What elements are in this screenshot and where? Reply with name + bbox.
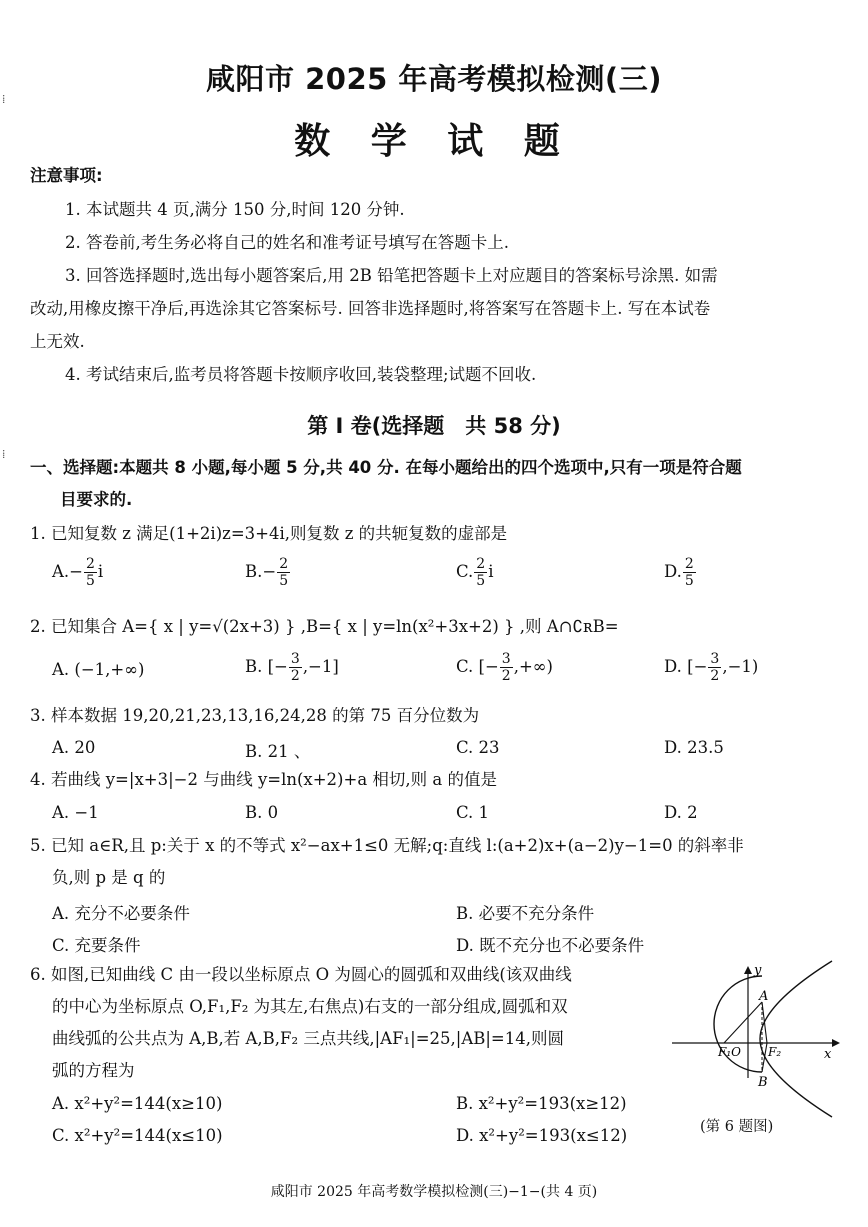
q5-option-c: C. 充要条件 — [52, 936, 141, 955]
q4-option-a: A. −1 — [52, 803, 99, 822]
question-5-stem: 5. 已知 a∈R,且 p:关于 x 的不等式 x²−ax+1≤0 无解;q:直线 l:(a+2)x+(a−2)y−1=0 的斜率非 — [30, 836, 744, 855]
q4-option-b: B. 0 — [245, 803, 279, 822]
label-y: y — [754, 963, 762, 978]
q1-option-c: C. $\frac{2}{5}$ i — [456, 556, 494, 589]
q4-option-c: C. 1 — [456, 803, 490, 822]
q2-option-b: B. [− $\frac{3}{2}$ ,−1] — [245, 651, 339, 684]
q1-option-a: A.− $\frac{2}{5}$ i — [52, 556, 104, 589]
page-footer: 咸阳市 2025 年高考数学模拟检测(三)−1−(共 4 页) — [270, 1184, 598, 1200]
segment-f2b — [762, 1043, 767, 1072]
label-f1o: F₁O — [718, 1045, 741, 1059]
label-f2: F₂ — [768, 1045, 782, 1059]
notice-item: 4. 考试结束后,监考员将答题卡按顺序收回,装袋整理;试题不回收. — [65, 365, 537, 384]
segment-af1 — [724, 1002, 762, 1043]
q5-option-d: D. 既不充分也不必要条件 — [456, 936, 645, 955]
q6-option-d: D. x²+y²=193(x≤12) — [456, 1126, 628, 1145]
question-1-stem: 1. 已知复数 z 满足(1+2i)z=3+4i,则复数 z 的共轭复数的虚部是 — [30, 524, 508, 543]
section-instruction: 目要求的. — [60, 490, 133, 509]
q2-option-c: C. [− $\frac{3}{2}$ ,+∞) — [456, 651, 553, 684]
notice-item: 上无效. — [30, 332, 85, 351]
label-b: B — [758, 1075, 768, 1090]
q6-option-c: C. x²+y²=144(x≤10) — [52, 1126, 223, 1145]
q5-option-a: A. 充分不必要条件 — [52, 904, 190, 923]
question-6-stem: 6. 如图,已知曲线 C 由一段以坐标原点 O 为圆心的圆弧和双曲线(该双曲线 — [30, 965, 572, 984]
q1-option-d: D. $\frac{2}{5}$ — [664, 556, 694, 589]
question-5-stem: 负,则 p 是 q 的 — [52, 868, 166, 887]
q3-option-b: B. 21 、 — [245, 742, 311, 761]
label-a: A — [759, 989, 769, 1004]
notice-item: 1. 本试题共 4 页,满分 150 分,时间 120 分钟. — [65, 200, 405, 219]
x-axis-arrow — [832, 1039, 840, 1047]
notice-item: 改动,用橡皮擦干净后,再选涂其它答案标号. 回答非选择题时,将答案写在答题卡上. 写在本试卷 — [30, 299, 711, 318]
q2-option-a: A. (−1,+∞) — [52, 660, 145, 679]
q6-figure — [672, 960, 842, 1090]
section-instruction: 一、选择题:本题共 8 小题,每小题 5 分,共 40 分. 在每小题给出的四个选项中,只有一项是符合题 — [30, 458, 742, 477]
question-6-stem: 弧的方程为 — [52, 1061, 135, 1080]
question-3-stem: 3. 样本数据 19,20,21,23,13,16,24,28 的第 75 百分位数为 — [30, 706, 480, 725]
exam-subject: 数 学 试 题 — [294, 121, 574, 162]
notice-heading: 注意事项: — [30, 166, 103, 185]
notice-item: 3. 回答选择题时,选出每小题答案后,用 2B 铅笔把答题卡上对应题目的答案标号涂黑. 如需 — [65, 266, 718, 285]
notice-item: 2. 答卷前,考生务必将自己的姓名和准考证号填写在答题卡上. — [65, 233, 509, 252]
label-x: x — [824, 1047, 832, 1062]
q6-option-b: B. x²+y²=193(x≥12) — [456, 1094, 627, 1113]
q3-option-c: C. 23 — [456, 738, 500, 757]
q3-option-a: A. 20 — [52, 738, 96, 757]
question-6-stem: 曲线弧的公共点为 A,B,若 A,B,F₂ 三点共线,|AF₁|=25,|AB|=14,则圆 — [52, 1029, 564, 1048]
q4-option-d: D. 2 — [664, 803, 698, 822]
question-6-stem: 的中心为坐标原点 O,F₁,F₂ 为其左,右焦点)右支的一部分组成,圆弧和双 — [52, 997, 568, 1016]
q3-option-d: D. 23.5 — [664, 738, 724, 757]
margin-mark: ⁞ — [2, 447, 6, 461]
question-2-stem: 2. 已知集合 A={ x | y=√(2x+3) } ,B={ x | y=ln(x²+3x+2) } ,则 A∩∁ʀB= — [30, 617, 619, 636]
q2-option-d: D. [− $\frac{3}{2}$ ,−1) — [664, 651, 759, 684]
section-title: 第 Ⅰ 卷(选择题 共 58 分) — [307, 414, 561, 438]
q1-option-b: B.− $\frac{2}{5}$ — [245, 556, 289, 589]
figure-caption: (第 6 题图) — [700, 1119, 774, 1135]
segment-af2 — [762, 1002, 767, 1043]
margin-mark: ⁞ — [2, 92, 6, 106]
y-axis-arrow — [744, 966, 752, 974]
q6-option-a: A. x²+y²=144(x≥10) — [52, 1094, 223, 1113]
q5-option-b: B. 必要不充分条件 — [456, 904, 595, 923]
hyperbola-branch — [760, 961, 832, 1117]
exam-title: 咸阳市 2025 年高考模拟检测(三) — [206, 62, 662, 96]
question-4-stem: 4. 若曲线 y=|x+3|−2 与曲线 y=ln(x+2)+a 相切,则 a 的值是 — [30, 770, 497, 789]
